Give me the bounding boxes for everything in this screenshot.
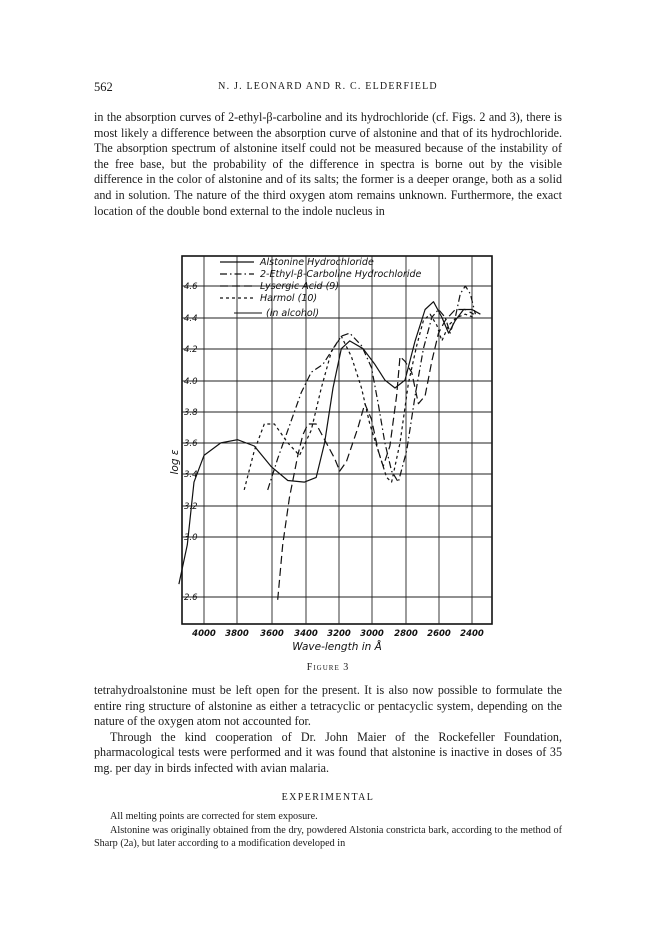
- body-paragraphs-after: [94, 683, 562, 777]
- section-heading: EXPERIMENTAL: [281, 792, 375, 803]
- figure-3: [94, 252, 562, 673]
- legend-label-2: 2-Ethyl-β-Carboline Hydrochloride: [260, 269, 422, 280]
- x-tick-label: 3800: [225, 629, 249, 639]
- y-tick-label: 4.0: [184, 377, 198, 387]
- series-line-3: [278, 310, 474, 600]
- y-tick-label: 2.6: [184, 593, 198, 603]
- x-tick-label: 2400: [460, 629, 484, 639]
- y-tick-label: 4.2: [184, 345, 198, 355]
- page-number: 562: [94, 80, 113, 94]
- y-tick-label: 3.2: [184, 502, 198, 512]
- body-paragraph-top: [94, 110, 562, 219]
- y-tick-label: 3.8: [184, 408, 198, 418]
- x-tick-label: 3000: [360, 629, 384, 639]
- x-axis-label: Wave-length in Å: [292, 641, 382, 653]
- x-tick-label: 2600: [427, 629, 451, 639]
- x-tick-label: 2800: [394, 629, 418, 639]
- y-tick-label: 3.4: [184, 470, 198, 480]
- running-head: N. J. LEONARD AND R. C. ELDERFIELD: [218, 81, 438, 92]
- legend-label-4: Harmol (10): [260, 293, 318, 304]
- y-tick-label: 4.6: [184, 282, 198, 292]
- y-axis-label: log ε: [169, 449, 181, 475]
- page-header: [94, 80, 562, 96]
- x-tick-label: 3400: [294, 629, 318, 639]
- y-tick-label: 4.4: [184, 314, 198, 324]
- paragraph-after-2: Through the kind cooperation of Dr. John Maier of the Rockefeller Foundation, pharmacological tests were performed and it was found that alstonine is inactive in doses of 35 mg. per day in birds infected with avian malaria.: [94, 729, 562, 775]
- legend-label-1: Alstonine Hydrochloride: [260, 257, 374, 268]
- y-tick-label: 3.6: [184, 439, 198, 449]
- y-tick-label: 3.0: [184, 533, 198, 543]
- experimental-text: [94, 810, 562, 851]
- absorption-chart: [94, 252, 562, 656]
- x-tick-label: 3600: [260, 629, 284, 639]
- x-tick-label: 4000: [192, 629, 216, 639]
- figure-caption: Figure 3: [306, 662, 350, 673]
- legend-label-3: Lysergic Acid (9): [260, 281, 340, 292]
- x-tick-label: 3200: [327, 629, 351, 639]
- legend-note: (in alcohol): [266, 308, 320, 319]
- paragraph-after-1: tetrahydroalstonine must be left open for the present. It is also now possible to formulate the entire ring structure of alstonine as either a tetracyclic or pentacyclic system, depending on the nature of the oxygen atom not accounted for.: [94, 683, 562, 729]
- paragraph-top: in the absorption curves of 2-ethyl-β-carboline and its hydrochloride (cf. Figs. 2 and 3), there is most likely a difference between the absorption curve of alstonine and that of its hydrochloride. The absorption spectrum of alstonine itself could not be measured because of the instability of the free base, but the probability of the difference in spectra is borne out by the visible difference in the color of alstonine and of its salts; the former is a deeper orange, both as a solid and in solution. The nature of the third oxygen atom remains unknown. Furthermore, the exact location of the double bond external to the indole nucleus in: [94, 110, 562, 218]
- small-paragraph-2: Alstonine was originally obtained from the dry, powdered Alstonia constricta bark, according to the method of Sharp (2a), but later according to a modification developed in: [94, 824, 562, 850]
- chart-frame: [182, 256, 492, 624]
- small-paragraph-1: All melting points are corrected for stem exposure.: [110, 811, 318, 822]
